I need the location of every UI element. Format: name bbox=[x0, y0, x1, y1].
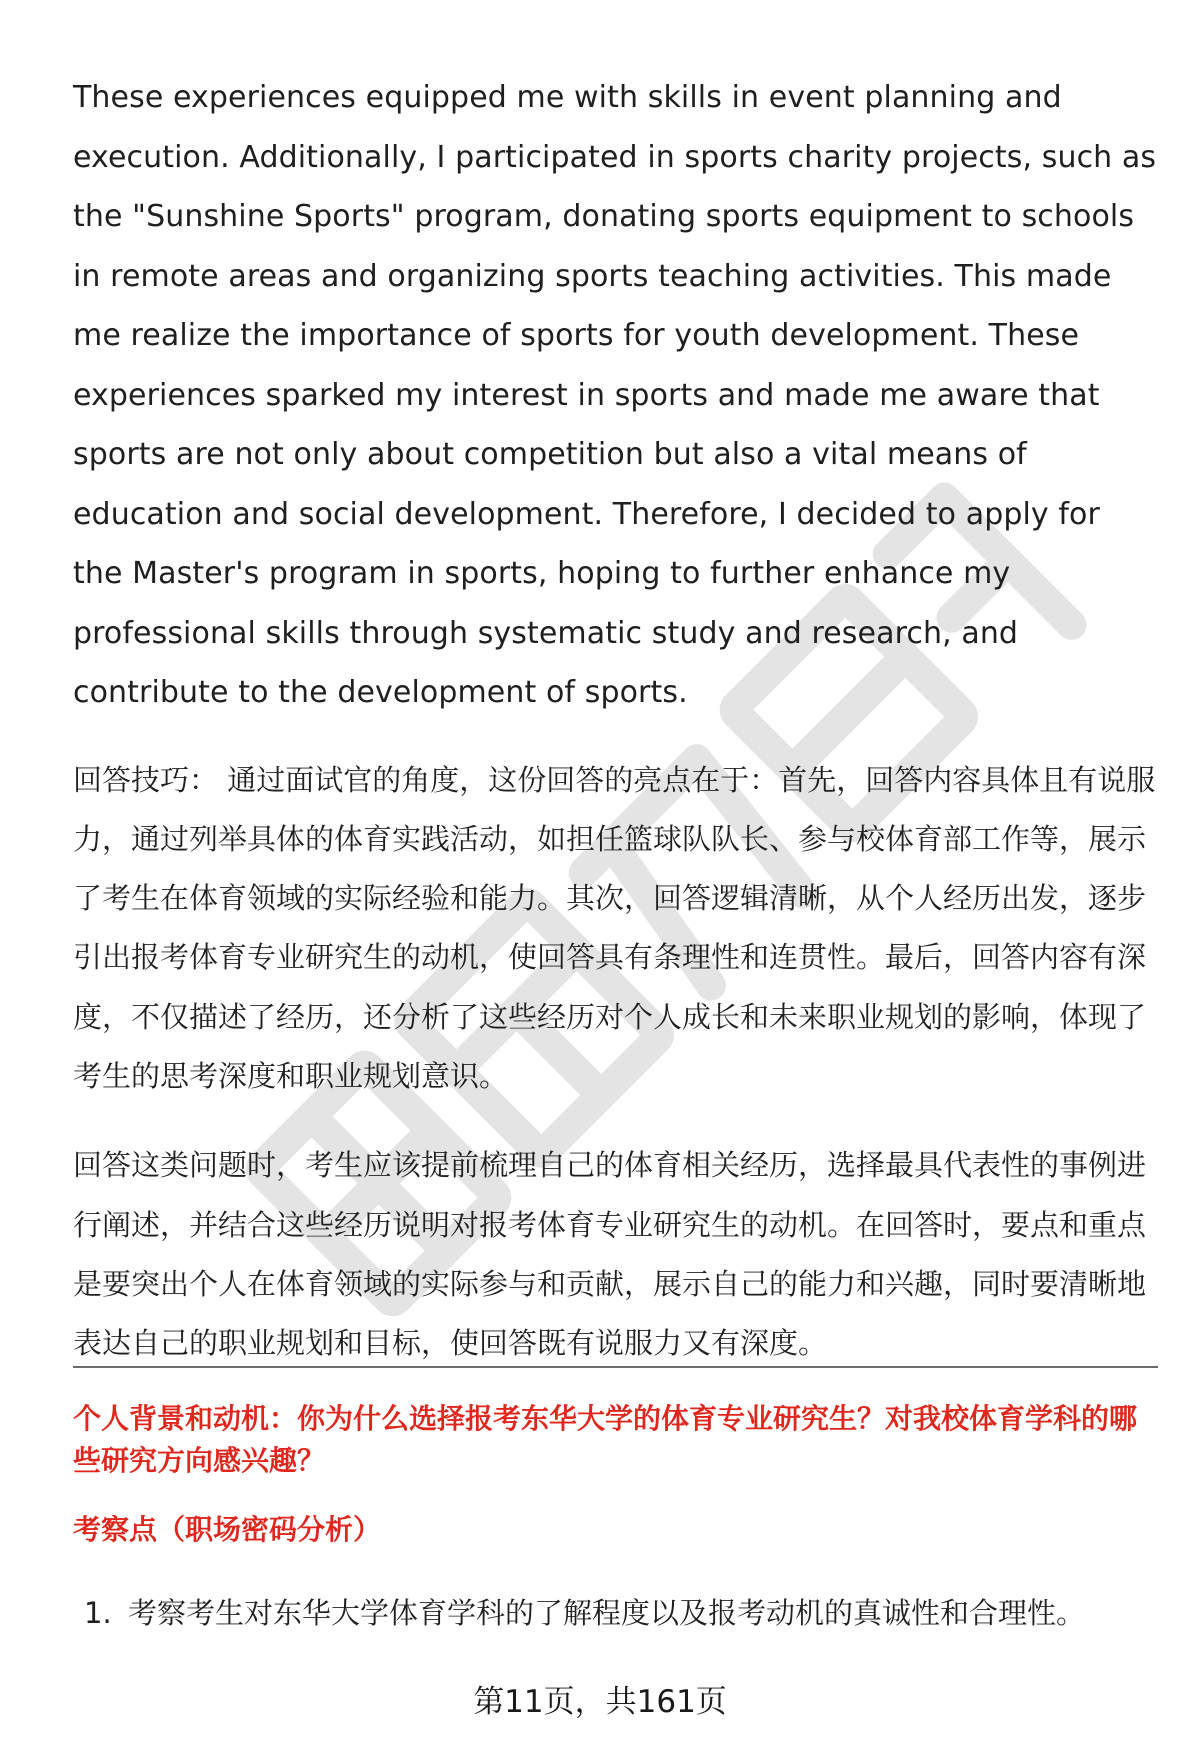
question-heading: 个人背景和动机：你为什么选择报考东华大学的体育专业研究生？对我校体育学科的哪些研究方向感兴趣？ bbox=[73, 1402, 1138, 1477]
answer-guidance-paragraph: 回答这类问题时，考生应该提前梳理自己的体育相关经历，选择最具代表性的事例进行阐述，并结合这些经历说明对报考体育专业研究生的动机。在回答时，要点和重点是要突出个人在体育领域的实际参与和贡献，展示自己的能力和兴趣，同时要清晰地表达自己的职业规划和目标，使回答既有说服力又有深度。 bbox=[73, 1148, 1147, 1361]
assessment-heading: 考察点（职场密码分析） bbox=[73, 1513, 382, 1546]
answer-tips-paragraph: 回答技巧： 通过面试官的角度，这份回答的亮点在于：首先，回答内容具体且有说服力，通过列举具体的体育实践活动，如担任篮球队队长、参与校体育部工作等，展示了考生在体育领域的实际经验和能力。其次，回答逻辑清晰，从个人经历出发，逐步引出报考体育专业研究生的动机，使回答具有条理性和连贯性。最后，回答内容有深度，不仅描述了经历，还分析了这些经历对个人成长和未来职业规划的影响，体现了考生的思考深度和职业规划意识。 bbox=[73, 762, 1156, 1093]
section-divider bbox=[73, 1366, 1158, 1368]
list-item bbox=[84, 1592, 1154, 1634]
page-footer: 第11页，共161页 bbox=[473, 1684, 727, 1720]
answer-english-paragraph: These experiences equipped me with skills in event planning and execution. Additionally, I participated in sports charity projects, such as the "Sunshine Sports" program, donating sports equipment to schools in remote areas and organizing sports teaching activities. This made me realize the importance of sports for youth development. These experiences sparked my interest in sports and made me aware that sports are not only about competition but also a vital means of education and social development. Therefore, I decided to apply for the Master's program in sports, hoping to further enhance my professional skills through systematic study and research, and contribute to the development of sports. bbox=[73, 80, 1157, 710]
list-item-text: 考察考生对东华大学体育学科的了解程度以及报考动机的真诚性和合理性。 bbox=[128, 1596, 1086, 1630]
document-body bbox=[73, 68, 1158, 1373]
list-item-number: 1. bbox=[84, 1596, 112, 1630]
